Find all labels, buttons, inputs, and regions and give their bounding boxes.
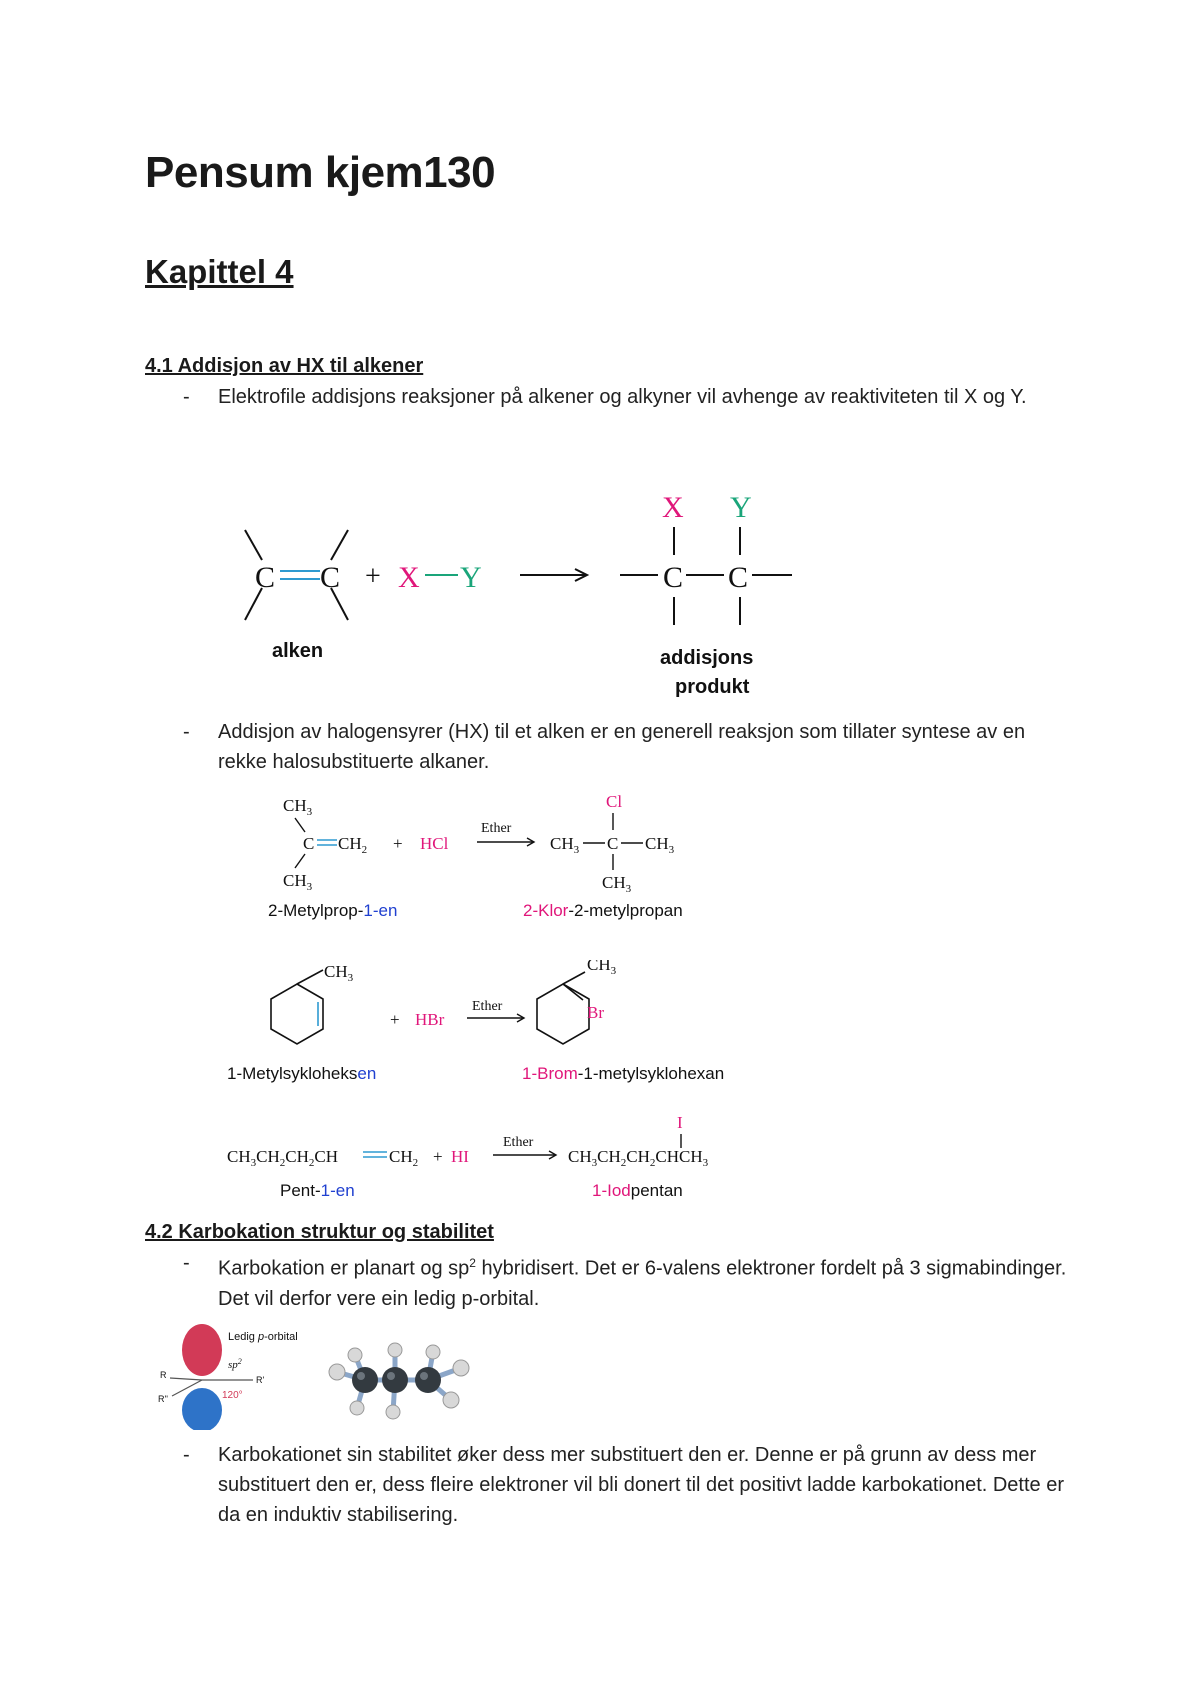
label-angle: 120°	[222, 1390, 243, 1401]
carbocation-orbital-figure	[150, 1320, 335, 1430]
bullet-dash: -	[183, 1444, 190, 1466]
name-1-metylsykloheksen: 1-Metylsykloheksen	[227, 1064, 377, 1083]
bullet-dash: -	[183, 1252, 190, 1274]
bullet-dash: -	[183, 721, 190, 743]
reaction-hcl-figure	[265, 790, 735, 925]
pent-1-ene-formula: $CH_3CH_2CH_2CH$	[227, 1147, 338, 1169]
1-iodopentane-formula: $CH_3CH_2CH_2CHCH_3$	[568, 1147, 709, 1169]
plus-sign: +	[390, 1010, 400, 1029]
label-r-prime: R'	[256, 1375, 265, 1385]
ball-and-stick-molecule	[325, 1330, 475, 1430]
bullet-dash: -	[183, 386, 190, 408]
section-heading-4-2: 4.2 Karbokation struktur og stabilitet	[145, 1221, 494, 1243]
name-2-metylprop-1-en: 2-Metylprop-1-en	[268, 901, 398, 920]
condition-ether: Ether	[503, 1135, 534, 1150]
label-alken: alken	[272, 640, 324, 662]
label-ledig-p-orbital: Ledig p-orbital	[228, 1331, 298, 1343]
bullet-item	[183, 717, 1063, 777]
bullet-text: Elektrofile addisjons reaksjoner på alkener og alkyner vil avhenge av reaktiviteten til X og Y.	[218, 386, 1027, 408]
plus-sign: +	[433, 1147, 443, 1166]
name-1-brom-1-metylsyklohexan: 1-Brom-1-metylsyklohexan	[522, 1064, 725, 1083]
bullet-item	[183, 1248, 1067, 1310]
product-ch3-right: $CH_3$	[645, 834, 675, 856]
label-r-double-prime: R''	[158, 1394, 168, 1404]
label-addisjons: addisjons	[660, 647, 754, 669]
reaction-hbr-figure	[225, 960, 765, 1090]
bullet-text: Karbokation er planart og $sp^2$ hybridisert. Det er 6-valens elektroner fordelt på 3 sigmabindinger. Det vil derfor vere ein ledig p-orbital.	[218, 1256, 1067, 1310]
alkene-carbon-left: C	[255, 561, 276, 594]
section-heading-4-1: 4.1 Addisjon av HX til alkener	[145, 355, 424, 377]
reagent-hi: HI	[451, 1147, 469, 1166]
product-y: Y	[730, 491, 752, 524]
product-cl: Cl	[606, 792, 623, 811]
bullet-item	[183, 1440, 1063, 1530]
product-x: X	[662, 491, 684, 524]
product-i: I	[677, 1113, 683, 1132]
reagent-y: Y	[460, 561, 482, 594]
name-1-iodpentan: 1-Iodpentan	[592, 1181, 683, 1200]
reagent-hbr: HBr	[415, 1010, 445, 1029]
alkene-carbon-right: C	[320, 561, 341, 594]
plus-sign: +	[393, 834, 403, 853]
product-br: Br	[587, 1003, 604, 1022]
ch2-end: $CH_2$	[389, 1147, 419, 1169]
plus-sign: +	[365, 561, 381, 592]
condition-ether: Ether	[472, 999, 503, 1014]
alkene-core-carbon: C	[303, 834, 315, 853]
reaction-hi-figure	[225, 1110, 755, 1210]
reagent-x: X	[398, 561, 420, 594]
product-ch3: $CH_3$	[587, 960, 617, 977]
bullet-text: Addisjon av halogensyrer (HX) til et alken er en generell reaksjon som tillater syntese av en rekke halosubstituerte alkaner.	[218, 721, 1026, 773]
product-carbon-right: C	[728, 561, 749, 594]
reagent-hcl: HCl	[420, 834, 449, 853]
ch2-group: $CH_2$	[338, 834, 368, 856]
label-produkt: produkt	[675, 676, 750, 698]
product-central-carbon: C	[607, 834, 619, 853]
ch3-group: $CH_3$	[324, 962, 354, 984]
product-ch3-bottom: $CH_3$	[602, 873, 632, 895]
chapter-heading: Kapittel 4	[145, 253, 294, 290]
name-pent-1-en: Pent-1-en	[280, 1181, 355, 1200]
label-sp2: $sp^2$	[228, 1357, 242, 1371]
product-carbon-left: C	[663, 561, 684, 594]
ch3-bottom: $CH_3$	[283, 871, 313, 893]
addition-scheme-figure	[230, 485, 810, 705]
bullet-text: Karbokationet sin stabilitet øker dess mer substituert den er. Denne er på grunn av dess mer substituert den er, dess fleire elektroner vil bli donert til det positivt ladde karbokationet. Dette er da en induktiv stabilisering.	[218, 1444, 1065, 1526]
bullet-item	[183, 382, 1063, 442]
document-title: Pensum kjem130	[145, 148, 496, 197]
condition-ether: Ether	[481, 821, 512, 836]
label-r: R	[160, 1370, 167, 1380]
ch3-top: $CH_3$	[283, 796, 313, 818]
name-2-klor-2-metylpropan: 2-Klor-2-metylpropan	[523, 901, 683, 920]
product-ch3-left: $CH_3$	[550, 834, 580, 856]
